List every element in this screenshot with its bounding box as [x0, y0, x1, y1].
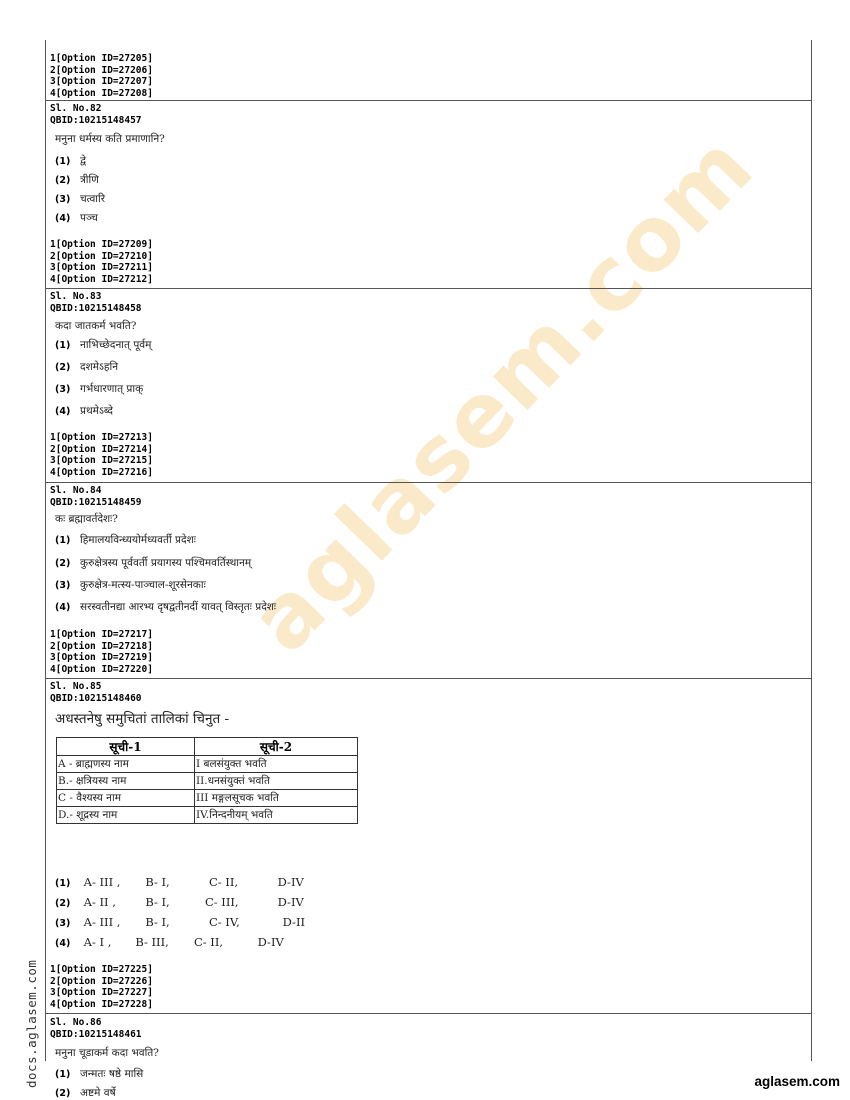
option-id-list — [50, 629, 153, 675]
option-id: 3[Option ID=27215] — [50, 455, 153, 466]
option-id: 4[Option ID=27228] — [50, 998, 153, 1010]
table-row — [57, 773, 358, 790]
option-4[interactable] — [55, 935, 284, 949]
option-1[interactable] — [55, 533, 196, 547]
option-id-list — [50, 432, 153, 478]
qbid: QBID:10215148461 — [50, 1028, 142, 1040]
option-part: D-IV — [277, 875, 304, 889]
question-text: अधस्तनेषु समुचितां तालिकां चिनुत - — [55, 711, 230, 727]
option-id: 3[Option ID=27219] — [50, 652, 153, 663]
option-number: (4) — [55, 213, 71, 224]
option-1[interactable] — [55, 154, 86, 168]
option-part: A- III , — [83, 915, 121, 929]
option-id: 2[Option ID=27218] — [50, 640, 153, 652]
qbid: QBID:10215148458 — [50, 302, 142, 314]
option-id: 1[Option ID=27209] — [50, 239, 153, 250]
option-number: (4) — [55, 406, 71, 417]
qbid: QBID:10215148459 — [50, 496, 142, 508]
option-id: 3[Option ID=27207] — [50, 76, 153, 87]
table-header: सूची-2 — [195, 738, 358, 756]
option-id: 4[Option ID=27208] — [50, 87, 153, 99]
question-block-85 — [46, 678, 811, 1014]
option-text: कुरुक्षेत्रस्य पूर्ववर्ती प्रयागस्य पश्चिमवर्तिस्थानम् — [80, 557, 252, 569]
option-number: (3) — [55, 384, 71, 395]
table-cell: B.- क्षत्रियस्य नाम — [57, 773, 195, 790]
option-1[interactable] — [55, 1067, 143, 1081]
option-part: A- II , — [83, 895, 116, 909]
option-id: 1[Option ID=27205] — [50, 53, 153, 64]
option-4[interactable] — [55, 404, 113, 418]
match-table — [56, 737, 358, 824]
option-part: B- III, — [135, 935, 169, 949]
question-block-82 — [46, 100, 811, 289]
option-number: (2) — [55, 898, 71, 909]
option-3[interactable] — [55, 578, 206, 592]
option-number: (2) — [55, 1088, 71, 1099]
option-1[interactable] — [55, 338, 151, 352]
sl-no: Sl. No.85 — [50, 681, 102, 692]
option-part: C- II, — [208, 875, 239, 889]
question-header — [50, 485, 142, 508]
option-id-list — [50, 964, 153, 1010]
side-url: docs.aglasem.com — [24, 959, 39, 1088]
option-number: (4) — [55, 938, 71, 949]
table-row — [57, 807, 358, 824]
question-block-84 — [46, 482, 811, 679]
option-id: 4[Option ID=27212] — [50, 273, 153, 285]
option-text: प्रथमेऽब्दे — [80, 405, 113, 417]
prev-question-tail — [46, 40, 811, 101]
question-text: कदा जातकर्म भवति? — [55, 320, 137, 332]
option-part: A- III , — [83, 875, 121, 889]
option-text: त्रीणि — [80, 174, 99, 186]
option-number: (2) — [55, 362, 71, 373]
option-number: (2) — [55, 558, 71, 569]
option-text: जन्मतः षष्ठे मासि — [80, 1068, 144, 1080]
option-1[interactable] — [55, 875, 304, 889]
option-2[interactable] — [55, 556, 251, 570]
sl-no: Sl. No.83 — [50, 291, 102, 302]
option-part: C- III, — [204, 895, 239, 909]
option-part: D-IV — [277, 895, 304, 909]
option-part: D-IV — [257, 935, 284, 949]
option-2[interactable] — [55, 173, 99, 187]
question-text: मनुना चूडाकर्म कदा भवति? — [55, 1047, 159, 1059]
option-part: B- I, — [145, 875, 170, 889]
option-id: 2[Option ID=27214] — [50, 443, 153, 455]
table-header: सूची-1 — [57, 738, 195, 756]
option-part: B- I, — [145, 895, 170, 909]
option-text: चत्वारि — [80, 193, 106, 205]
option-part: C- IV, — [208, 915, 240, 929]
option-text: द्वे — [80, 155, 87, 167]
option-part: A- I , — [83, 935, 112, 949]
option-id: 2[Option ID=27226] — [50, 975, 153, 987]
table-cell: D.- शूद्रस्य नाम — [57, 807, 195, 824]
option-part: B- I, — [145, 915, 170, 929]
sl-no: Sl. No.86 — [50, 1017, 102, 1028]
option-id: 1[Option ID=27217] — [50, 629, 153, 640]
question-header — [50, 1017, 142, 1040]
table-cell: C - वैश्यस्य नाम — [57, 790, 195, 807]
question-header — [50, 681, 142, 704]
option-id: 2[Option ID=27210] — [50, 250, 153, 262]
table-header-row — [57, 738, 358, 756]
option-part: C- II, — [193, 935, 224, 949]
table-cell: II.धनसंयुक्तं भवति — [195, 773, 358, 790]
qbid: QBID:10215148457 — [50, 114, 142, 126]
table-cell: III मङ्गलसूचक भवति — [195, 790, 358, 807]
option-3[interactable] — [55, 192, 105, 206]
option-id: 4[Option ID=27220] — [50, 663, 153, 675]
question-text: कः ब्रह्मावर्तदेशः? — [55, 513, 118, 525]
table-row — [57, 790, 358, 807]
option-number: (3) — [55, 580, 71, 591]
option-text: अष्टमे वर्षे — [80, 1087, 116, 1099]
option-id: 2[Option ID=27206] — [50, 64, 153, 76]
option-number: (1) — [55, 878, 71, 889]
option-4[interactable] — [55, 211, 98, 225]
table-row — [57, 756, 358, 773]
watermark: aglasem.com — [230, 114, 774, 672]
footer-brand[interactable]: aglasem.com — [754, 1074, 840, 1089]
option-number: (4) — [55, 602, 71, 613]
option-part: D-II — [282, 915, 306, 929]
qbid: QBID:10215148460 — [50, 692, 142, 704]
sl-no: Sl. No.84 — [50, 485, 102, 496]
option-id: 3[Option ID=27211] — [50, 262, 153, 273]
option-id: 1[Option ID=27213] — [50, 432, 153, 443]
option-id-list — [50, 239, 153, 285]
table-cell: A - ब्राह्मणस्य नाम — [57, 756, 195, 773]
option-text: नाभिच्छेदनात् पूर्वम् — [80, 339, 152, 351]
option-number: (1) — [55, 340, 71, 351]
question-header — [50, 291, 142, 314]
option-text: दशमेऽहनि — [80, 361, 119, 373]
option-3[interactable] — [55, 915, 305, 929]
option-2[interactable] — [55, 1086, 116, 1100]
option-id: 1[Option ID=27225] — [50, 964, 153, 975]
table-cell: I बलसंयुक्त भवति — [195, 756, 358, 773]
option-id: 4[Option ID=27216] — [50, 466, 153, 478]
option-text: हिमालयविन्ध्ययोर्मध्यवर्ती प्रदेशः — [80, 534, 196, 546]
question-header — [50, 103, 142, 126]
question-block-83 — [46, 288, 811, 483]
option-3[interactable] — [55, 382, 143, 396]
option-2[interactable] — [55, 895, 304, 909]
option-id: 3[Option ID=27227] — [50, 987, 153, 998]
option-number: (2) — [55, 175, 71, 186]
option-number: (1) — [55, 156, 71, 167]
option-text: कुरुक्षेत्र-मत्स्य-पाञ्चाल-शूरसेनकाः — [80, 579, 206, 591]
table-cell: IV.निन्दनीयम् भवति — [195, 807, 358, 824]
option-number: (3) — [55, 194, 71, 205]
option-4[interactable] — [55, 600, 276, 614]
option-text: पञ्च — [80, 212, 98, 224]
sl-no: Sl. No.82 — [50, 103, 102, 114]
option-2[interactable] — [55, 360, 118, 374]
option-text: गर्भधारणात् प्राक् — [80, 383, 144, 395]
option-number: (1) — [55, 535, 71, 546]
option-id-list — [50, 53, 153, 99]
option-number: (1) — [55, 1069, 71, 1080]
option-text: सरस्वतीनद्या आरभ्य दृषद्वतीनदीं यावत् विस्तृतः प्रदेशः — [80, 601, 277, 613]
option-number: (3) — [55, 918, 71, 929]
question-text: मनुना धर्मस्य कति प्रमाणानि? — [55, 133, 165, 145]
